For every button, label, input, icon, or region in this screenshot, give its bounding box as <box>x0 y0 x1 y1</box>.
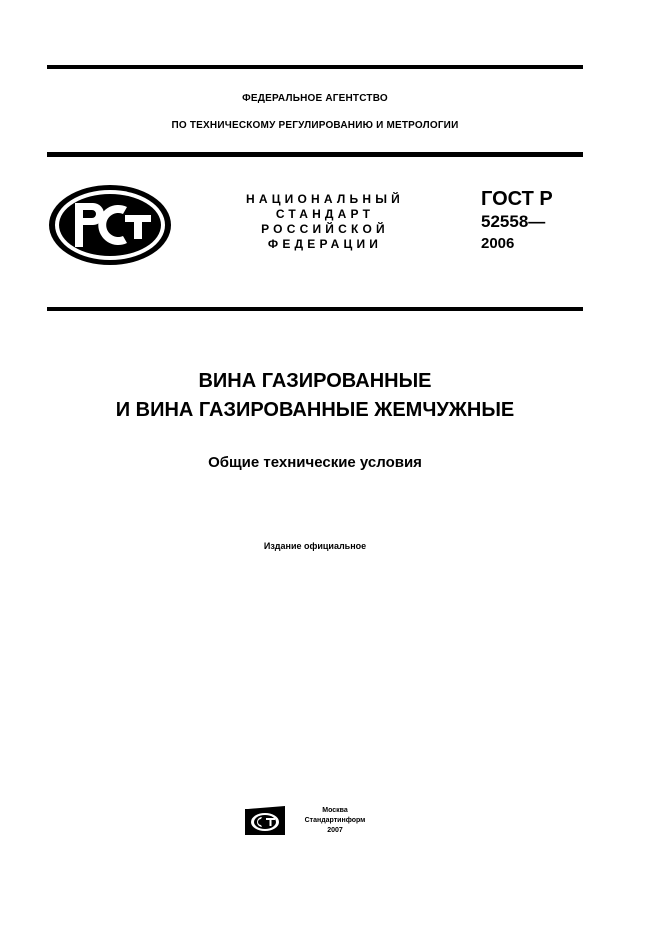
publisher-city: Москва <box>322 807 348 814</box>
header-divider <box>47 152 583 157</box>
standartinform-logo-icon <box>245 806 287 836</box>
document-title-line-2: И ВИНА ГАЗИРОВАННЫЕ ЖЕМЧУЖНЫЕ <box>115 399 515 421</box>
standard-type-line-2: СТАНДАРТ <box>275 207 375 221</box>
standard-type-line-1: НАЦИОНАЛЬНЫЙ <box>245 192 405 206</box>
document-subtitle: Общие технические условия <box>208 454 422 471</box>
top-rule <box>47 65 583 69</box>
gost-code-prefix: ГОСТ Р <box>481 188 553 210</box>
publisher-year: 2007 <box>327 827 343 834</box>
gost-code-year: 2006 <box>481 235 515 252</box>
gost-r-certification-mark-icon <box>47 183 173 267</box>
agency-name-line-1: ФЕДЕРАЛЬНОЕ АГЕНТСТВО <box>242 93 388 104</box>
standard-type-label <box>232 192 418 252</box>
document-title-line-1: ВИНА ГАЗИРОВАННЫЕ <box>198 370 432 392</box>
standard-type-line-4: ФЕДЕРАЦИИ <box>267 237 383 251</box>
standard-type-line-3: РОССИЙСКОЙ <box>261 222 389 236</box>
edition-note: Издание официальное <box>263 541 367 551</box>
gost-code-number: 52558— <box>481 212 546 231</box>
agency-name-line-2: ПО ТЕХНИЧЕСКОМУ РЕГУЛИРОВАНИЮ И МЕТРОЛОГИИ <box>171 120 459 131</box>
publisher-name: Стандартинформ <box>304 817 366 824</box>
header-bottom-rule <box>47 307 583 311</box>
gost-designation <box>481 189 553 251</box>
publisher-imprint <box>296 806 374 836</box>
